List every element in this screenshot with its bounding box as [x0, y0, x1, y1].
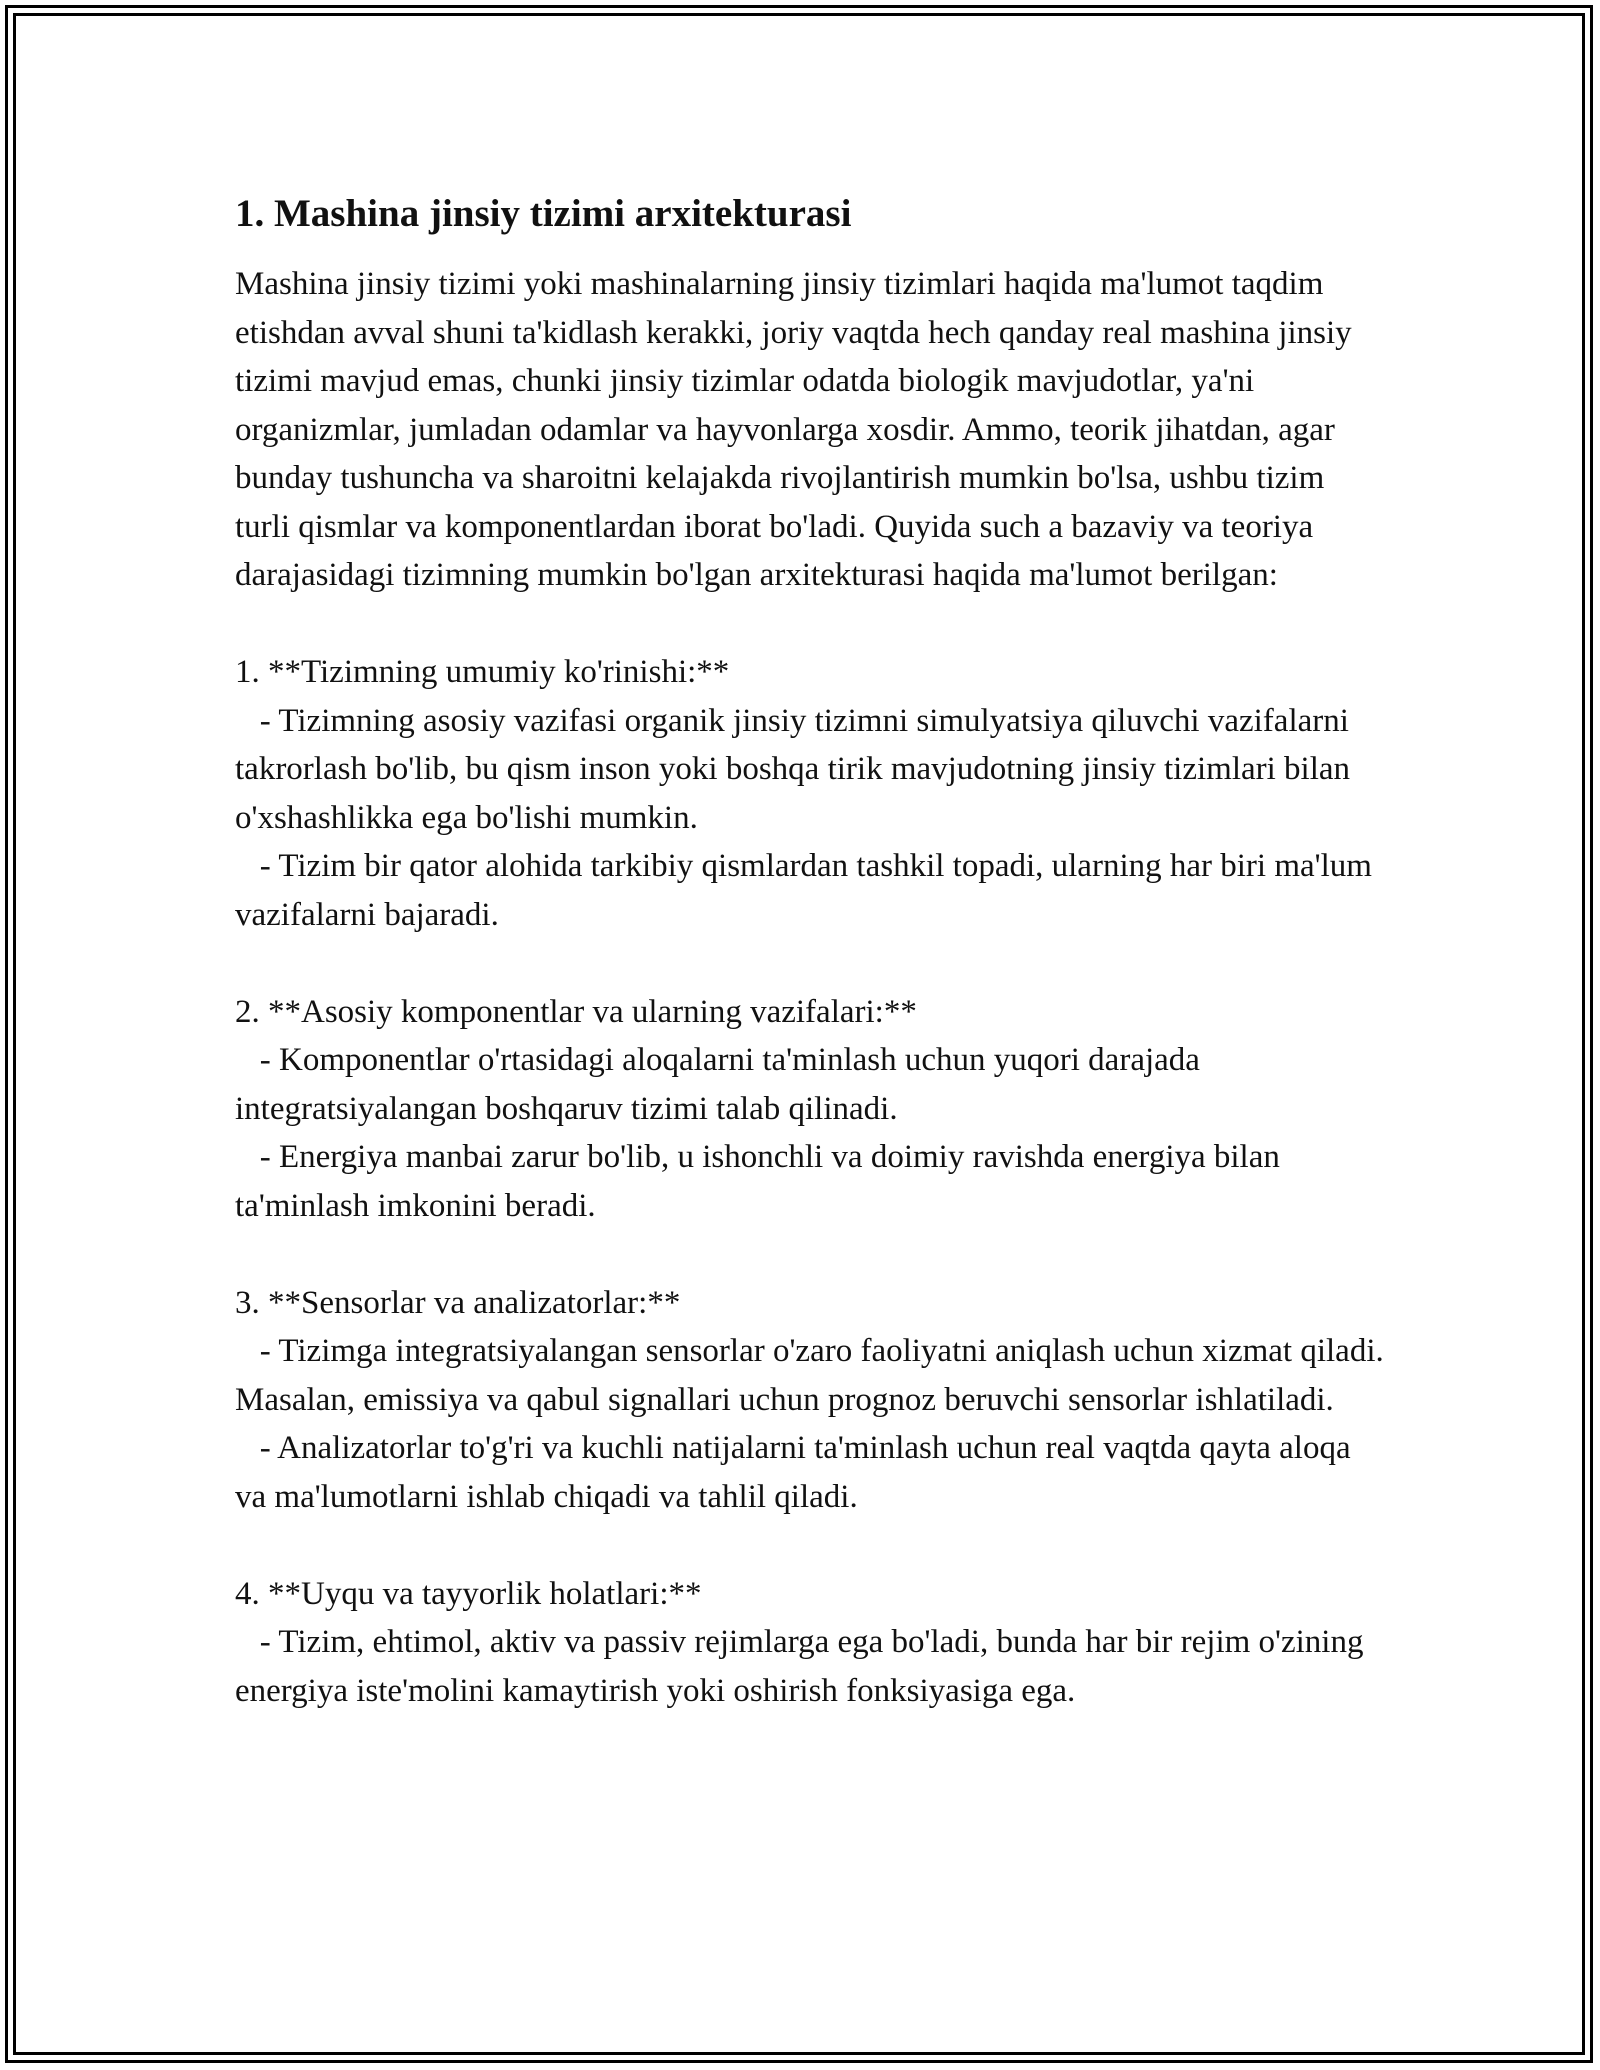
spacer	[235, 1230, 1385, 1279]
section-title: 2. **Asosiy komponentlar va ularning vazifalari:**	[235, 993, 917, 1030]
bullet-item: - Energiya manbai zarur bo'lib, u ishonchli va doimiy ravishda energiya bilan ta'minlash imkonini beradi.	[235, 1139, 1289, 1224]
bullet-item: - Tizim, ehtimol, aktiv va passiv rejimlarga ega bo'ladi, bunda har bir rejim o'zining energiya iste'molini kamaytirish yoki oshirish fonksiyasiga ega.	[235, 1624, 1372, 1709]
spacer	[235, 939, 1385, 988]
intro-paragraph: Mashina jinsiy tizimi yoki mashinalarning jinsiy tizimlari haqida ma'lumot taqdim etishdan avval shuni ta'kidlash kerakki, joriy vaqtda hech qanday real mashina jinsiy tizimi mavjud emas, chunki jinsiy tizimlar odatda biologik mavjudotlar, ya'ni organizmlar, jumladan odamlar va hayvonlarga xosdir. Ammo, teorik jihatdan, agar bunday tushuncha va sharoitni kelajakda rivojlantirish mumkin bo'lsa, ushbu tizim turli qismlar va komponentlardan iborat bo'ladi. Quyida such a bazaviy va teoriya darajasidagi tizimning mumkin bo'lgan arxitekturasi haqida ma'lumot berilgan:	[235, 266, 1352, 593]
bullet-item: - Tizim bir qator alohida tarkibiy qismlardan tashkil topadi, ularning har biri ma'lum vazifalarni bajaradi.	[235, 848, 1381, 933]
section-title: 3. **Sensorlar va analizatorlar:**	[235, 1284, 681, 1321]
bullet-item: - Tizimga integratsiyalangan sensorlar o'zaro faoliyatni aniqlash uchun xizmat qiladi. Masalan, emissiya va qabul signallari uchun prognoz beruvchi sensorlar ishlatiladi.	[235, 1333, 1392, 1418]
section-title: 4. **Uyqu va tayyorlik holatlari:**	[235, 1575, 702, 1612]
section-3	[235, 1279, 1392, 1522]
spacer	[235, 600, 1385, 649]
section-2	[235, 988, 1385, 1231]
section-1	[235, 648, 1385, 939]
document-heading: 1. Mashina jinsiy tizimi arxitekturasi	[235, 192, 852, 235]
bullet-item: - Tizimning asosiy vazifasi organik jinsiy tizimni simulyatsiya qiluvchi vazifalarni takrorlash bo'lib, bu qism inson yoki boshqa tirik mavjudotning jinsiy tizimlari bilan o'xshashlikka ega bo'lishi mumkin.	[235, 702, 1359, 836]
bullet-item: - Komponentlar o'rtasidagi aloqalarni ta'minlash uchun yuqori darajada integratsiyalangan boshqaruv tizimi talab qilinadi.	[235, 1042, 1209, 1127]
section-title: 1. **Tizimning umumiy ko'rinishi:**	[235, 654, 730, 690]
bullet-item: - Analizatorlar to'g'ri va kuchli natijalarni ta'minlash uchun real vaqtda qayta aloqa va ma'lumotlarni ishlab chiqadi va tahlil qiladi.	[235, 1430, 1359, 1515]
spacer	[235, 1521, 1385, 1570]
section-4	[235, 1570, 1385, 1716]
document-body	[235, 185, 1392, 1715]
